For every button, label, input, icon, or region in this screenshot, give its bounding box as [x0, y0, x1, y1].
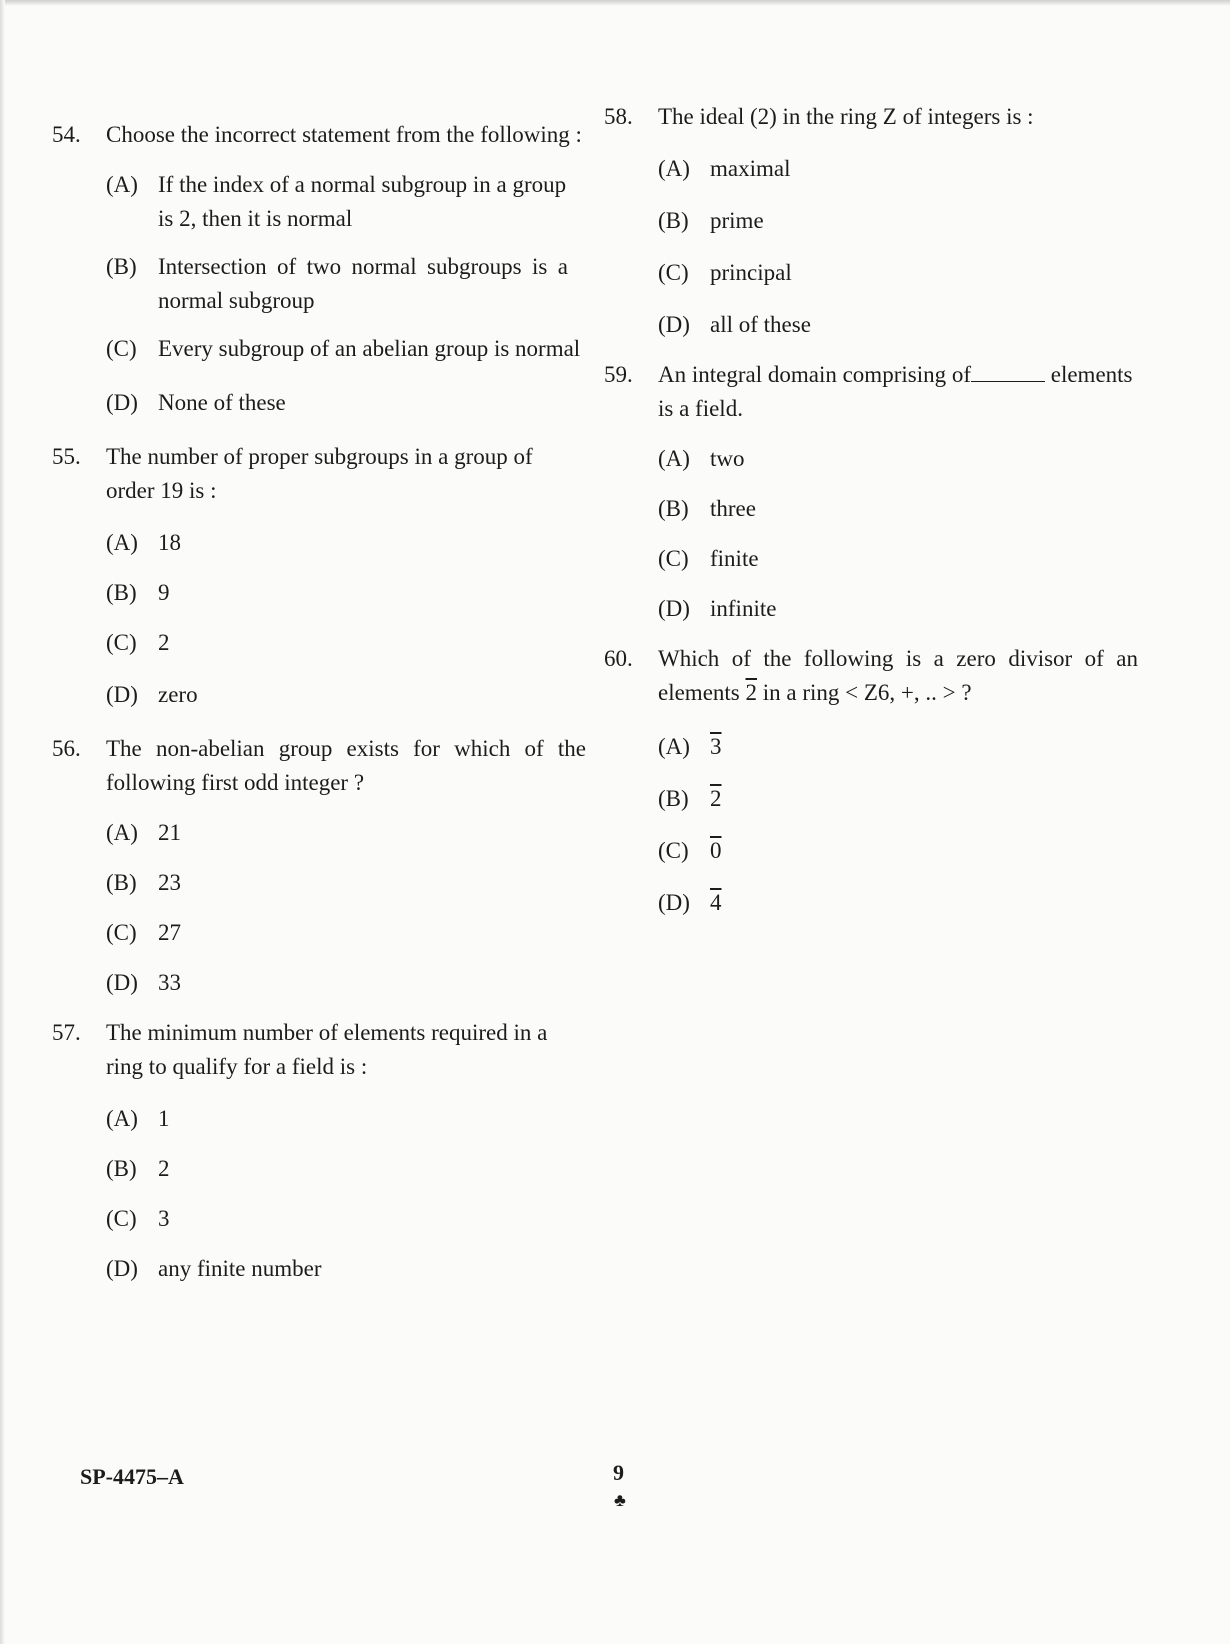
option-label: (C)	[106, 336, 137, 361]
option-c	[658, 834, 1164, 868]
right-column	[604, 100, 1164, 920]
option-b	[106, 1152, 612, 1186]
left-column	[52, 118, 612, 1286]
option-c	[106, 1202, 612, 1236]
option-label: (A)	[106, 1106, 138, 1131]
scan-edge-left	[0, 0, 5, 1644]
option-text: If the index of a normal subgroup in a group is 2, then it is normal	[158, 172, 567, 231]
option-a	[106, 526, 612, 560]
question-60	[604, 642, 1164, 920]
question-text	[658, 358, 1138, 426]
option-text: all of these	[710, 312, 811, 337]
option-label: (B)	[658, 786, 689, 811]
option-label: (D)	[106, 970, 138, 995]
option-text: any finite number	[158, 1256, 322, 1281]
option-c	[106, 626, 612, 660]
question-number: 59.	[604, 362, 633, 387]
option-d	[658, 308, 1164, 342]
option-label: (B)	[658, 496, 689, 521]
option-b	[658, 782, 1164, 816]
option-c	[106, 332, 612, 366]
option-text: three	[710, 496, 756, 521]
option-b	[106, 576, 612, 610]
overlined-element: 2	[745, 680, 757, 705]
question-number: 54.	[52, 122, 81, 147]
question-number: 60.	[604, 646, 633, 671]
option-label: (A)	[106, 820, 138, 845]
page-number: 9	[613, 1460, 624, 1485]
option-text: Every subgroup of an abelian group is normal	[158, 336, 581, 361]
option-c	[658, 256, 1164, 290]
club-icon: ♣	[614, 1490, 626, 1510]
option-label: (A)	[658, 734, 690, 759]
option-d	[106, 386, 612, 420]
question-54	[52, 118, 612, 420]
option-a	[106, 1102, 612, 1136]
option-label: (C)	[106, 1206, 137, 1231]
option-text: 2	[158, 1156, 170, 1181]
option-text: 0	[710, 838, 722, 863]
option-label: (B)	[658, 208, 689, 233]
option-text: 1	[158, 1106, 170, 1131]
option-label: (B)	[106, 870, 137, 895]
option-text: 2	[158, 630, 170, 655]
question-text: Choose the incorrect statement from the following :	[106, 122, 582, 147]
option-text: zero	[158, 682, 198, 707]
option-d	[106, 1252, 612, 1286]
option-b	[106, 866, 612, 900]
question-number: 56.	[52, 736, 81, 761]
option-d	[106, 966, 612, 1000]
question-number: 57.	[52, 1020, 81, 1045]
question-text: The minimum number of elements required in a ring to qualify for a field is :	[106, 1020, 548, 1079]
question-number: 55.	[52, 444, 81, 469]
option-label: (D)	[658, 312, 690, 337]
option-label: (B)	[106, 1156, 137, 1181]
option-text: maximal	[710, 156, 791, 181]
booklet-code: SP-4475–A	[80, 1464, 184, 1489]
option-text: two	[710, 446, 745, 471]
option-label: (D)	[658, 596, 690, 621]
option-text: 4	[710, 890, 722, 915]
question-text-before: An integral domain comprising of	[658, 362, 971, 387]
option-label: (C)	[106, 920, 137, 945]
option-text: infinite	[710, 596, 777, 621]
option-label: (C)	[658, 546, 689, 571]
option-a	[658, 442, 1164, 476]
option-text: 2	[710, 786, 722, 811]
option-label: (D)	[106, 390, 138, 415]
option-d	[658, 592, 1164, 626]
option-label: (A)	[658, 446, 690, 471]
option-label: (B)	[106, 254, 137, 279]
option-text: prime	[710, 208, 764, 233]
question-text-after: elements is a field.	[658, 362, 1133, 421]
option-text: 18	[158, 530, 181, 555]
question-text: The number of proper subgroups in a group of order 19 is :	[106, 444, 533, 503]
option-label: (A)	[658, 156, 690, 181]
scan-edge-top	[0, 0, 1230, 6]
option-label: (D)	[106, 1256, 138, 1281]
option-text: 3	[710, 734, 722, 759]
option-label: (D)	[106, 682, 138, 707]
option-a	[106, 816, 612, 850]
question-59	[604, 358, 1164, 626]
question-text-before: Which of the following is a zero divisor of an elements	[658, 646, 1138, 705]
question-58	[604, 100, 1164, 342]
option-text: Intersection of two normal subgroups is a normal subgroup	[158, 254, 568, 313]
option-text: 33	[158, 970, 181, 995]
option-text: None of these	[158, 390, 286, 415]
question-number: 58.	[604, 104, 633, 129]
question-57	[52, 1016, 612, 1286]
option-label: (C)	[106, 630, 137, 655]
option-a	[106, 168, 612, 236]
option-a	[658, 152, 1164, 186]
option-label: (D)	[658, 890, 690, 915]
question-55	[52, 440, 612, 712]
option-b	[658, 492, 1164, 526]
option-c	[106, 916, 612, 950]
answer-blank	[971, 359, 1045, 382]
question-text: The ideal (2) in the ring Z of integers is :	[658, 104, 1034, 129]
option-d	[106, 678, 612, 712]
option-text: finite	[710, 546, 759, 571]
option-label: (B)	[106, 580, 137, 605]
question-56	[52, 732, 612, 1000]
option-text: 27	[158, 920, 181, 945]
option-text: 21	[158, 820, 181, 845]
question-text	[658, 642, 1138, 710]
option-label: (C)	[658, 260, 689, 285]
option-label: (A)	[106, 172, 138, 197]
question-text-after: in a ring < Z6, +, .. > ?	[762, 680, 972, 705]
option-d	[658, 886, 1164, 920]
option-text: 9	[158, 580, 170, 605]
option-a	[658, 730, 1164, 764]
option-c	[658, 542, 1164, 576]
option-b	[106, 250, 612, 318]
option-label: (C)	[658, 838, 689, 863]
question-text: The non-abelian group exists for which of the following first odd integer ?	[106, 736, 586, 795]
option-text: principal	[710, 260, 792, 285]
option-b	[658, 204, 1164, 238]
option-text: 23	[158, 870, 181, 895]
option-text: 3	[158, 1206, 170, 1231]
option-label: (A)	[106, 530, 138, 555]
